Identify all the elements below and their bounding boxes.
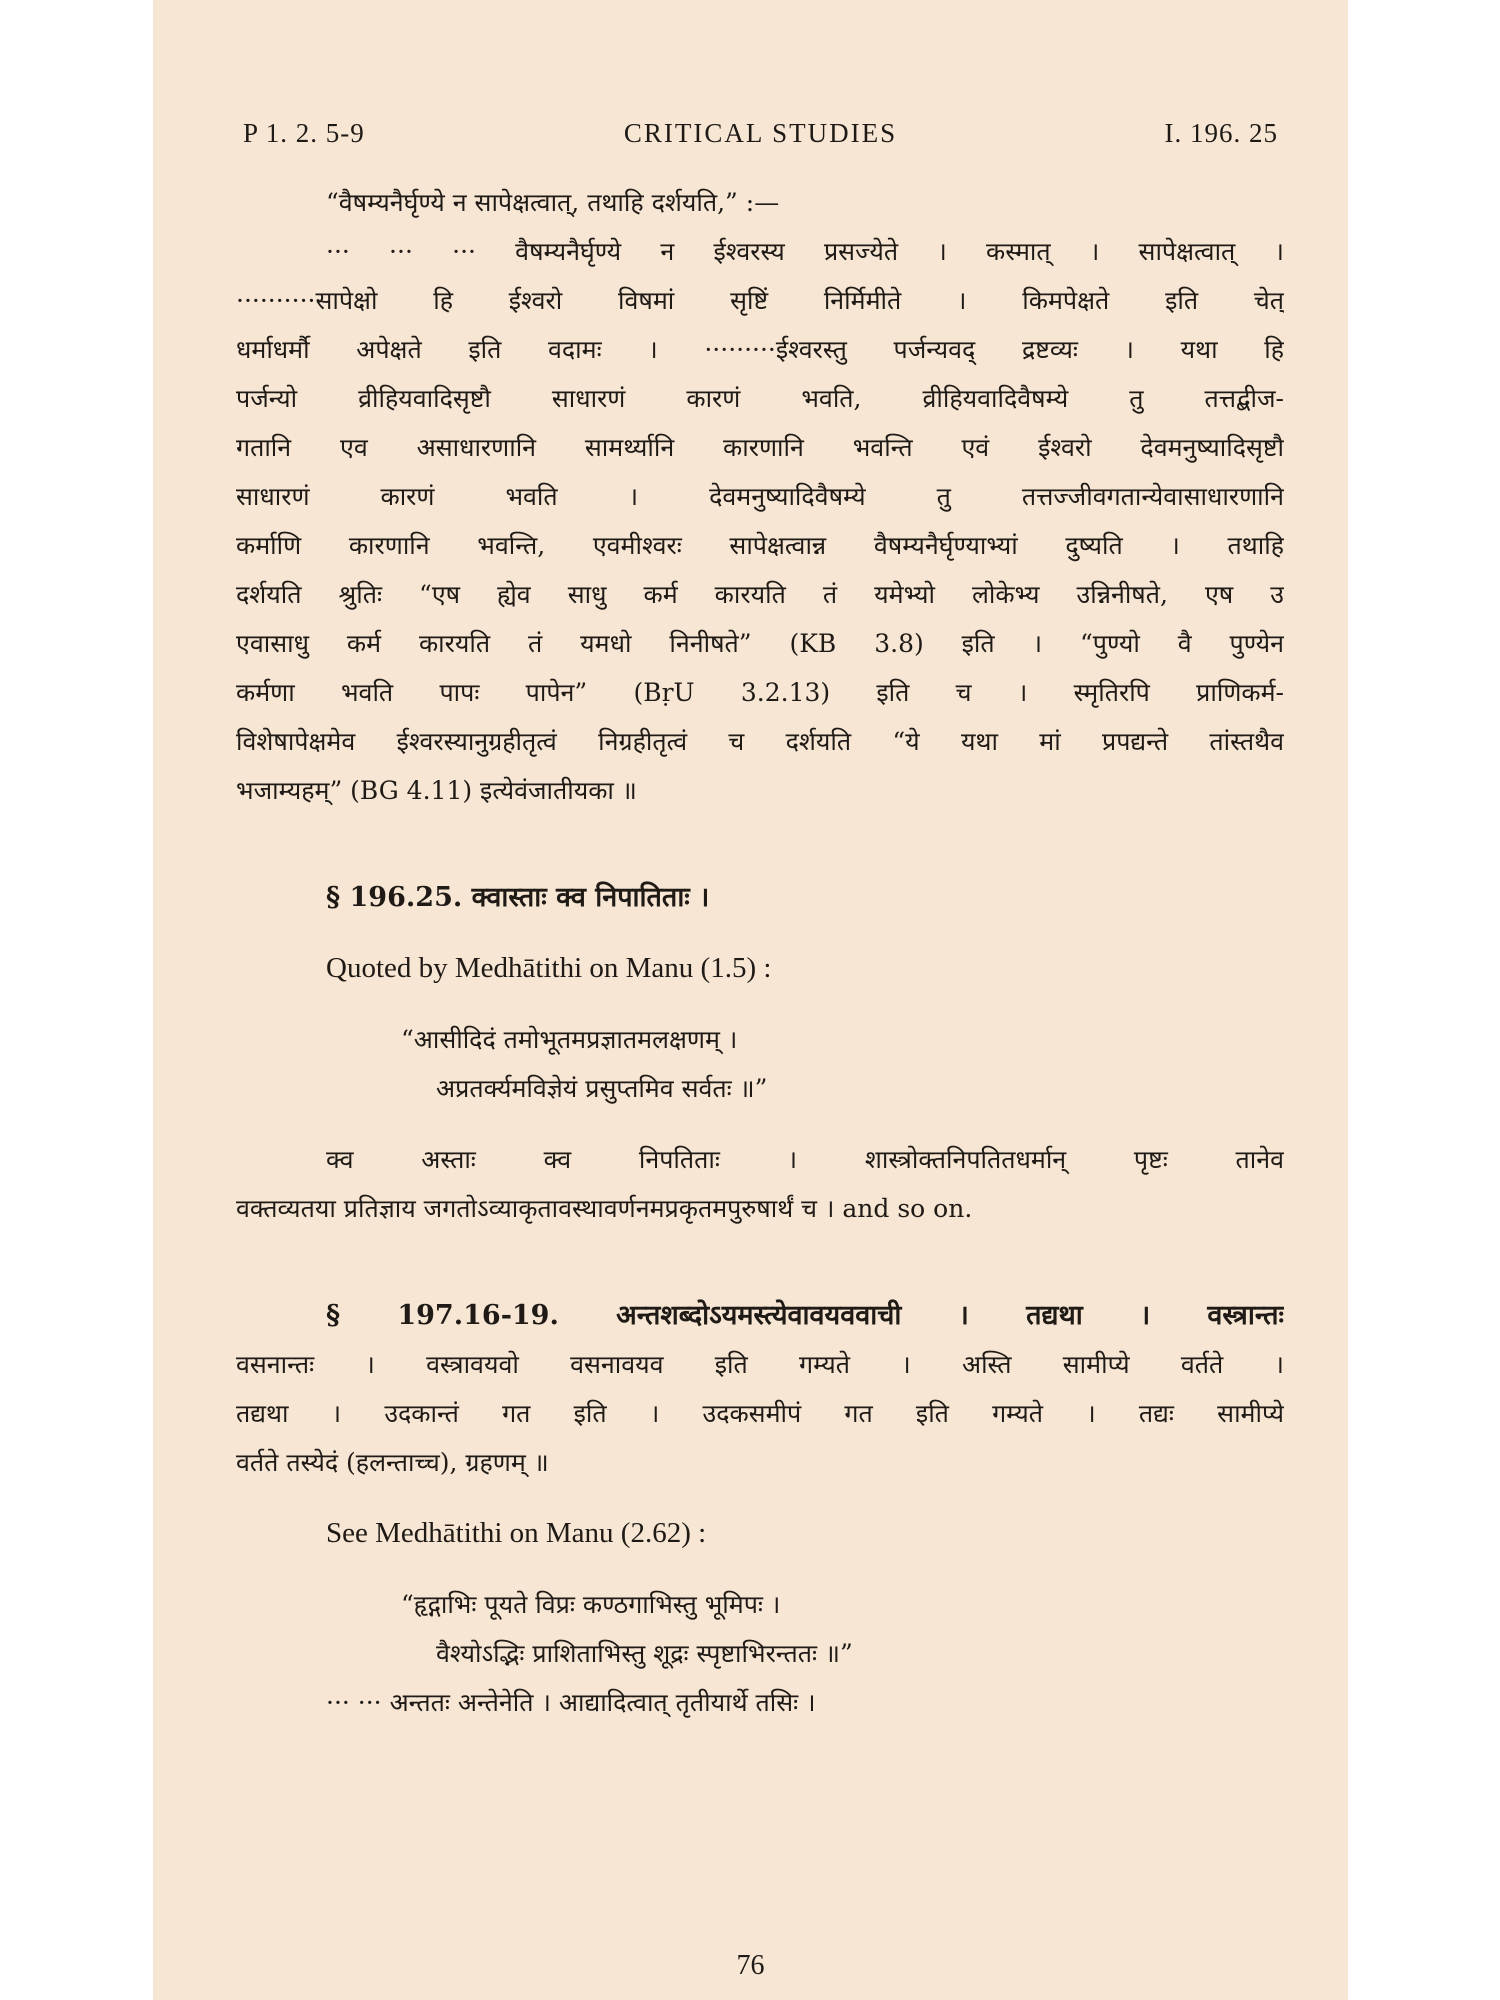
passage-line: ··········सापेक्षो हि ईश्वरो विषमां सृष्टिं निर्मिमीते । किमपेक्षते इति चेत् — [236, 286, 1284, 315]
passage-line: कर्माणि कारणानि भवन्ति, एवमीश्वरः सापेक्षत्वान्न वैषम्यनैर्घृण्याभ्यां दुष्यति । तथाहि — [236, 531, 1284, 560]
passage-line: एवासाधु कर्म कारयति तं यमधो निनीषते” (KB 3.8) इति । “पुण्यो वै पुण्येन — [236, 629, 1284, 658]
passage-line: विशेषापेक्षमेव ईश्वरस्यानुग्रहीतृत्वं निग्रहीतृत्वं च दर्शयति “ये यथा मां प्रपद्यन्ते तांस्तथैव — [236, 727, 1284, 756]
commentary-line: क्व अस्ताः क्व निपतिताः । शास्त्रोक्तनिपतितधर्मान् पृष्टः तानेव — [326, 1145, 1284, 1174]
passage-opening: “वैषम्यनैर्घृण्ये न सापेक्षत्वात्, तथाहि दर्शयति,” :— — [326, 188, 780, 217]
page-body — [236, 178, 1284, 1727]
passage-line: गतानि एव असाधारणानि सामर्थ्यानि कारणानि भवन्ति एवं ईश्वरो देवमनुष्यादिसृष्टौ — [236, 433, 1284, 462]
verse-line: अप्रतर्क्यमविज्ञेयं प्रसुप्तमिव सर्वतः ॥” — [436, 1074, 768, 1103]
verse-line: “आसीदिदं तमोभूतमप्रज्ञातमलक्षणम् । — [401, 1025, 738, 1054]
running-head — [243, 118, 1278, 152]
see-note: See Medhātithi on Manu (2.62) : — [326, 1517, 707, 1549]
passage-line: ··· ··· ··· वैषम्यनैर्घृण्ये न ईश्वरस्य प्रसज्येते । कस्मात् । सापेक्षत्वात् । — [326, 237, 1284, 266]
section-line: वर्तते तस्येदं (हलन्ताच्च), ग्रहणम् ॥ — [236, 1448, 549, 1477]
section-line: तद्यथा । उदकान्तं गत इति । उदकसमीपं गत इति गम्यते । तद्यः सामीप्ये — [236, 1399, 1284, 1428]
book-page — [153, 0, 1348, 2000]
passage-line: साधारणं कारणं भवति । देवमनुष्यादिवैषम्ये तु तत्तज्जीवगतान्येवासाधारणानि — [236, 482, 1284, 511]
commentary-line: ··· ··· अन्ततः अन्तेनेति । आद्यादित्वात् तृतीयार्थे तसिः । — [326, 1688, 816, 1717]
passage-line: धर्माधर्मौ अपेक्षते इति वदामः । ·········ईश्वरस्तु पर्जन्यवद् द्रष्टव्यः । यथा हि — [236, 335, 1284, 364]
page-number: 76 — [736, 1950, 765, 1981]
section-line: वसनान्तः । वस्त्रावयवो वसनावयव इति गम्यते । अस्ति सामीप्ये वर्तते । — [236, 1350, 1284, 1379]
section-heading-196-25: § 196.25. क्वास्ताः क्व निपातिताः । — [326, 882, 710, 913]
header-left-reference: P 1. 2. 5-9 — [243, 118, 365, 148]
passage-line: कर्मणा भवति पापः पापेन” (BṛU 3.2.13) इति च । स्मृतिरपि प्राणिकर्म- — [236, 678, 1284, 707]
commentary-line: वक्तव्यतया प्रतिज्ञाय जगतोऽव्याकृतावस्थावर्णनमप्रकृतमपुरुषार्थं च । and so on. — [236, 1194, 973, 1223]
header-title: CRITICAL STUDIES — [623, 118, 898, 148]
verse-line: “हृद्गाभिः पूयते विप्रः कण्ठगाभिस्तु भूमिपः । — [401, 1590, 781, 1619]
header-right-reference: I. 196. 25 — [1164, 118, 1278, 148]
passage-line: भजाम्यहम्” (BG 4.11) इत्येवंजातीयका ॥ — [236, 776, 637, 805]
section-heading-197-16-19: § 197.16-19. अन्तशब्दोऽयमस्त्येवावयववाची । तद्यथा । वस्त्रान्तः — [326, 1300, 1284, 1331]
verse-line: वैश्योऽद्भिः प्राशिताभिस्तु शूद्रः स्पृष्टाभिरन्ततः ॥” — [436, 1639, 853, 1668]
passage-line: दर्शयति श्रुतिः “एष ह्येव साधु कर्म कारयति तं यमेभ्यो लोकेभ्य उन्निनीषते, एष उ — [236, 580, 1284, 609]
quoted-by-note: Quoted by Medhātithi on Manu (1.5) : — [326, 952, 772, 984]
passage-line: पर्जन्यो व्रीहियवादिसृष्टौ साधारणं कारणं भवति, व्रीहियवादिवैषम्ये तु तत्तद्बीज- — [236, 384, 1284, 413]
